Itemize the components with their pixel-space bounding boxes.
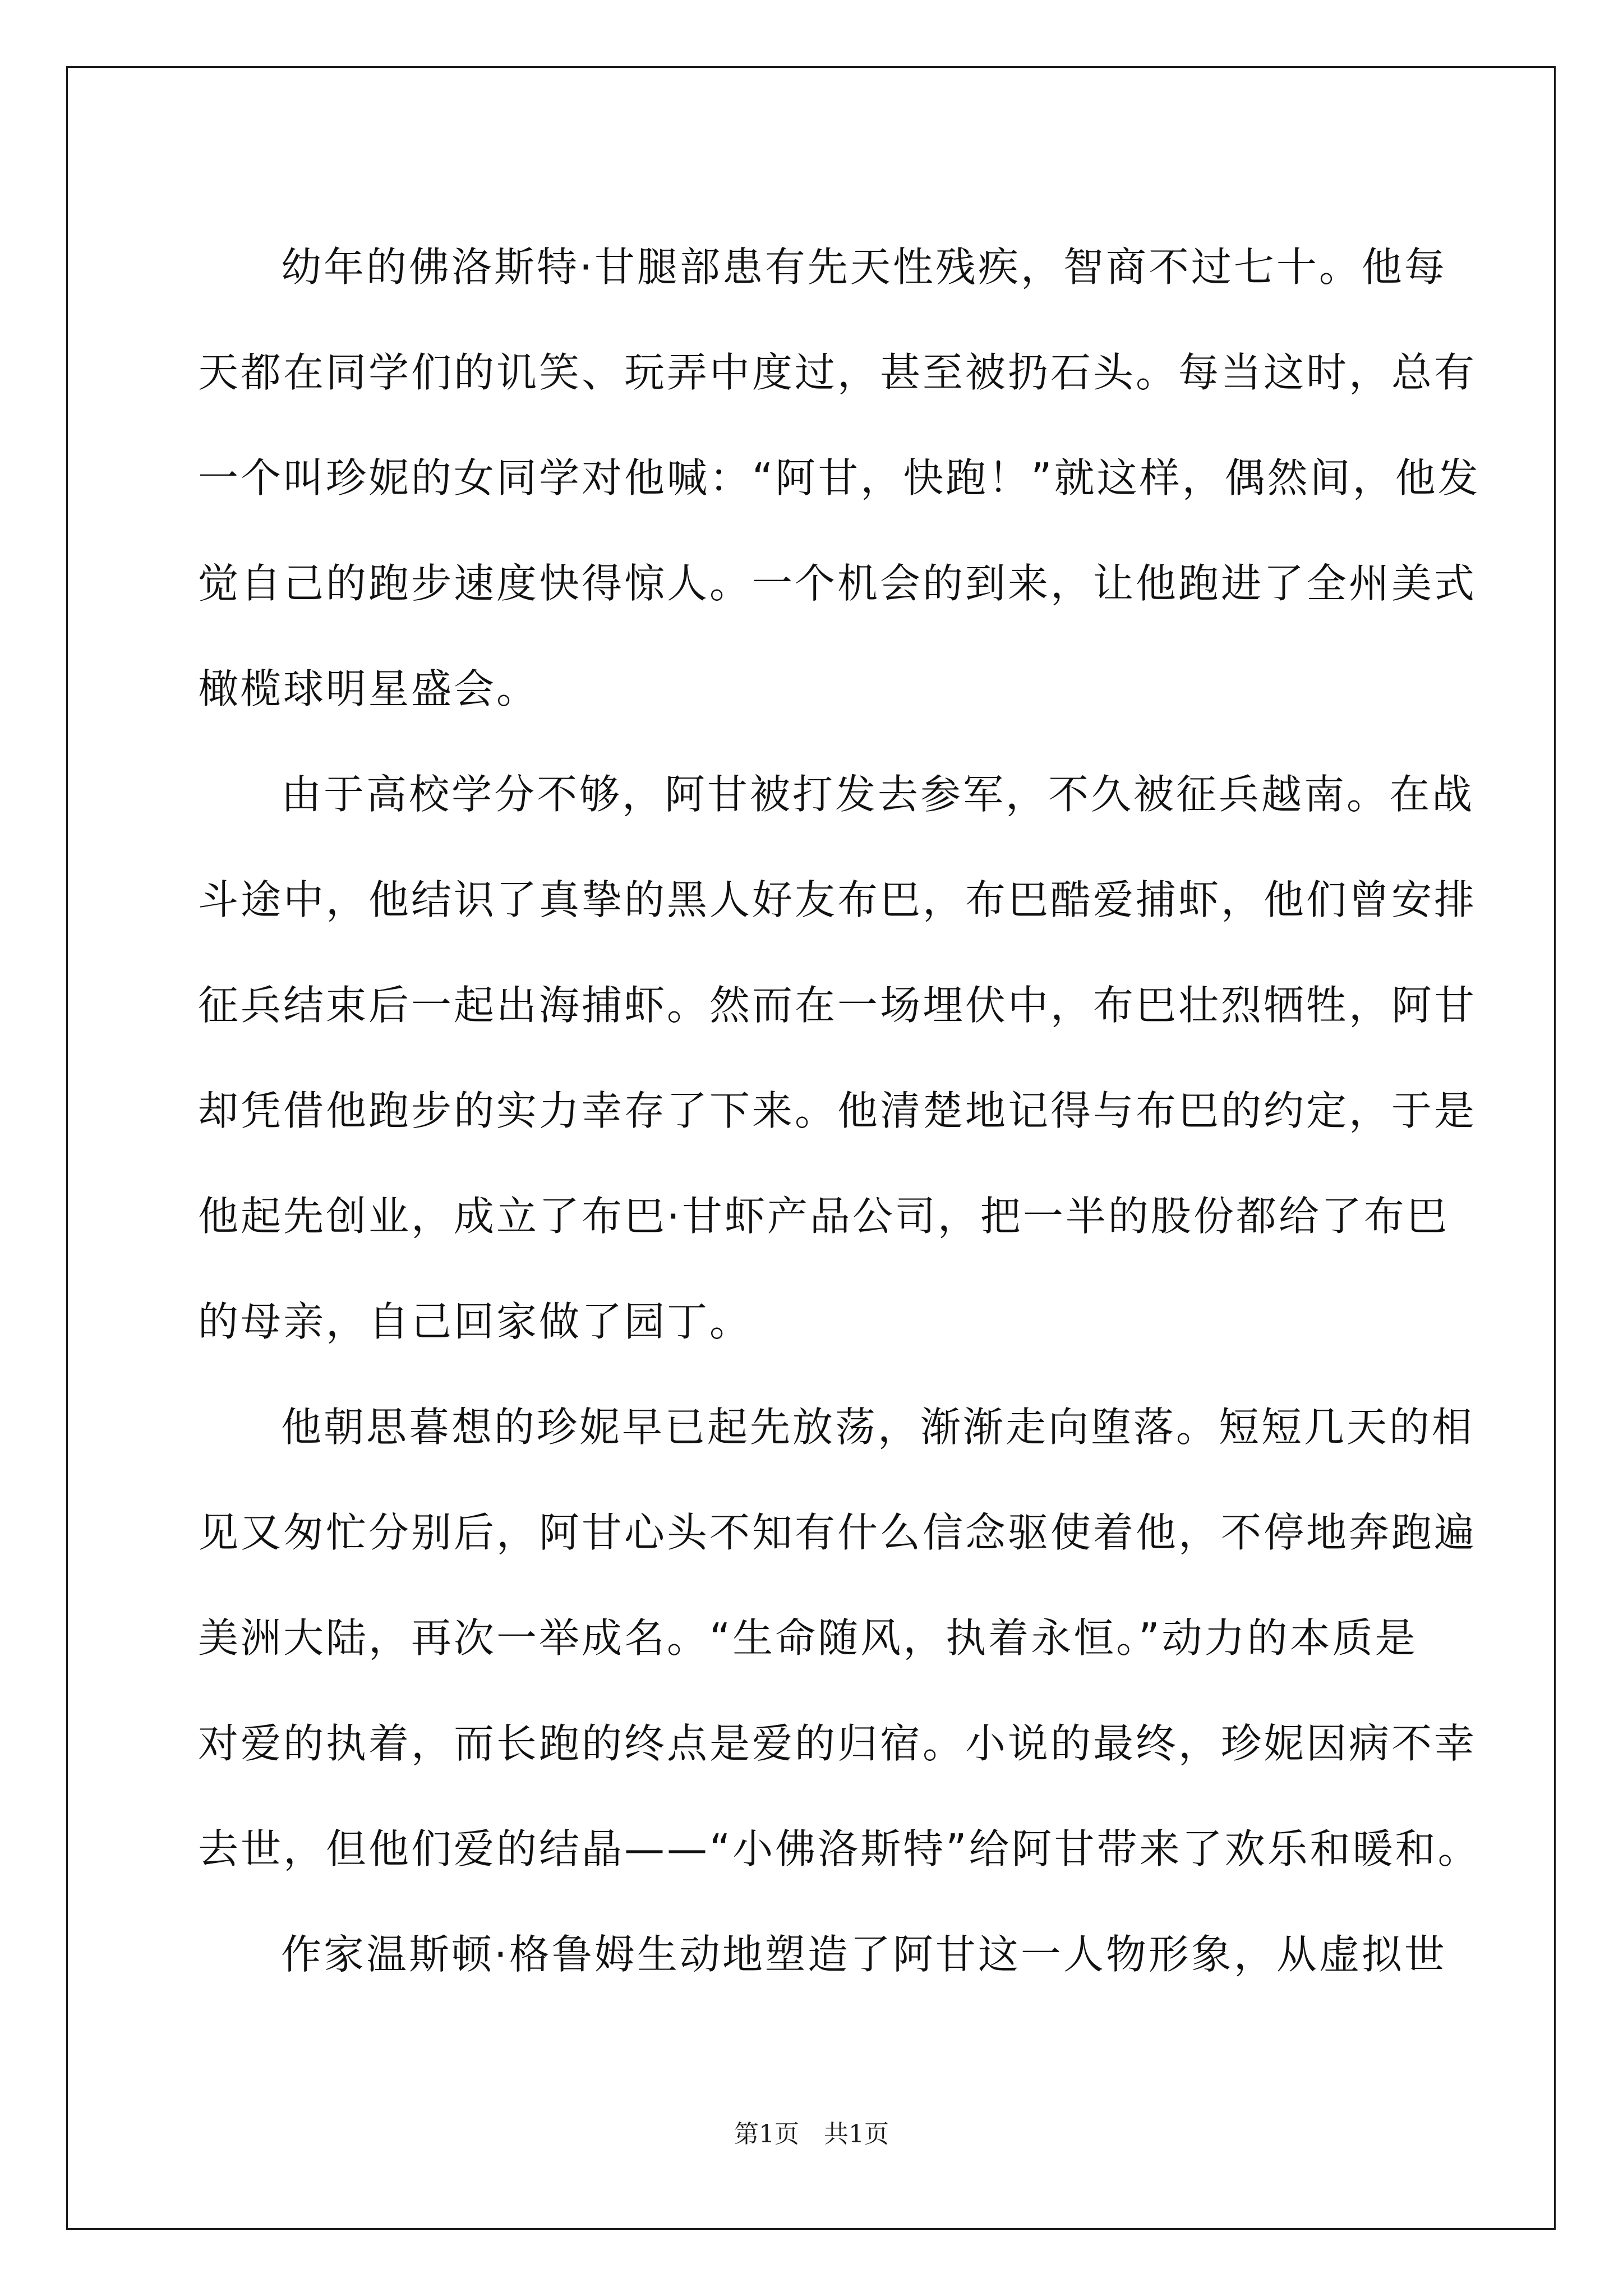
text-line: 美洲大陆，再次一举成名。“生命随风，执着永恒。”动力的本质是 — [198, 1614, 1418, 1662]
text-line: 见又匆忙分别后，阿甘心头不知有什么信念驱使着他，不停地奔跑遍 — [198, 1509, 1477, 1556]
text-line: 由于高校学分不够，阿甘被打发去参军，不久被征兵越南。在战 — [281, 771, 1475, 818]
page-number-footer: 第1页 共1页 — [734, 2120, 889, 2148]
text-line: 觉自己的跑步速度快得惊人。一个机会的到来，让他跑进了全州美式 — [198, 560, 1477, 607]
text-line: 斗途中，他结识了真挚的黑人好友布巴，布巴酷爱捕虾，他们曾安排 — [198, 876, 1477, 923]
text-line: 去世，但他们爱的结晶——“小佛洛斯特”给阿甘带来了欢乐和暖和。 — [198, 1825, 1481, 1872]
text-line: 对爱的执着，而长跑的终点是爱的归宿。小说的最终，珍妮因病不幸 — [198, 1720, 1477, 1767]
text-line: 他起先创业，成立了布巴·甘虾产品公司，把一半的股份都给了布巴 — [198, 1193, 1449, 1240]
document-body — [198, 214, 1481, 2007]
text-line: 一个叫珍妮的女同学对他喊：“阿甘，快跑！”就这样，偶然间，他发 — [198, 454, 1481, 501]
text-line: 幼年的佛洛斯特·甘腿部患有先天性残疾，智商不过七十。他每 — [281, 243, 1447, 291]
text-line: 征兵结束后一起出海捕虾。然而在一场埋伏中，布巴壮烈牺牲，阿甘 — [198, 982, 1477, 1029]
paragraph-3 — [198, 1374, 1481, 1902]
text-line: 天都在同学们的讥笑、玩弄中度过，甚至被扔石头。每当这时，总有 — [198, 349, 1477, 396]
text-line: 却凭借他跑步的实力幸存了下来。他清楚地记得与布巴的约定，于是 — [198, 1087, 1477, 1134]
text-line: 的母亲，自己回家做了园丁。 — [198, 1298, 753, 1345]
paragraph-4 — [198, 1902, 1447, 2007]
paragraph-1 — [198, 214, 1481, 742]
text-line: 作家温斯顿·格鲁姆生动地塑造了阿甘这一人物形象，从虚拟世 — [281, 1931, 1447, 1978]
text-line: 橄榄球明星盛会。 — [198, 665, 540, 712]
paragraph-2 — [198, 742, 1477, 1374]
text-line: 他朝思暮想的珍妮早已起先放荡，渐渐走向堕落。短短几天的相 — [281, 1404, 1475, 1451]
